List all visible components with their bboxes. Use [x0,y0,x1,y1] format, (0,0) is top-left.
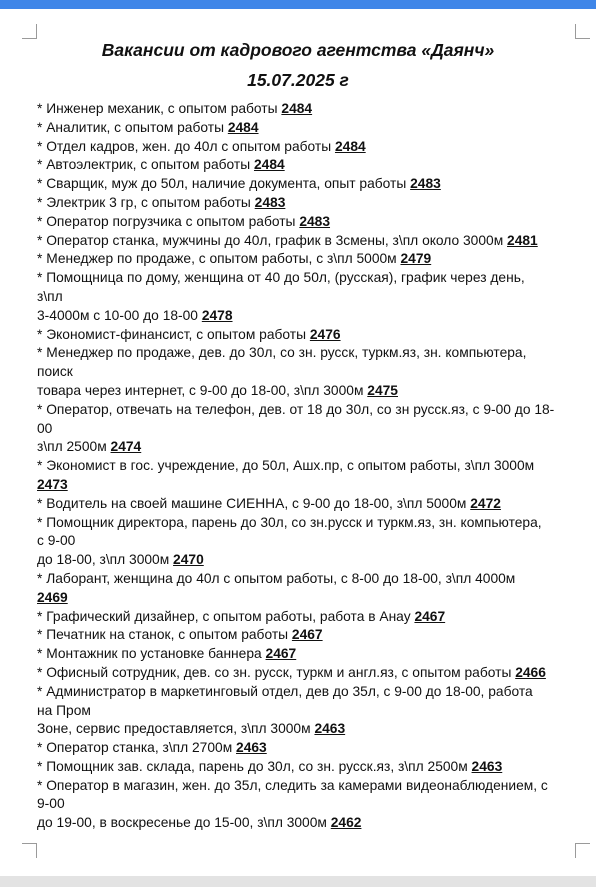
vacancy-item [37,100,582,119]
vacancy-item [37,194,582,213]
page-corner-mark-bottom-right [575,843,590,858]
vacancy-item [37,758,582,777]
vacancy-number: 2467 [291,627,323,643]
vacancy-text: * Менеджер по продаже, дев. до 30л, со зн. русск, туркм.яз, зн. компьютера, поиск товара через интернет, с 9-00 до 18-00, з\пл 3000м [37,345,527,398]
vacancy-text: * Оператор станка, з\пл 2700м [37,740,237,756]
vacancy-text: * Лаборант, женщина до 40л с опытом работы, с 8-00 до 18-00, з\пл 4000м [37,570,516,586]
vacancy-text: * Аналитик, с опытом работы [37,119,228,135]
vacancy-list [37,100,582,833]
vacancy-item [37,250,582,269]
vacancy-item [37,344,582,400]
vacancy-text: * Водитель на своей машине СИЕННА, с 9-00 до 18-00, з\пл 5000м [37,495,471,511]
vacancy-number: 2469 [37,589,68,605]
vacancy-text: * Сварщик, муж до 50л, наличие документа, опыт работы [37,176,411,192]
vacancy-number: 2463 [314,721,346,737]
vacancy-number: 2463 [236,740,267,756]
vacancy-number: 2473 [37,476,68,492]
page-corner-mark-top-right [575,24,590,39]
vacancy-text: * Оператор станка, мужчины до 40л, график в 3смены, з\пл около 3000м [37,232,508,248]
vacancy-number: 2484 [227,119,259,135]
vacancy-item [37,457,582,495]
vacancy-number: 2481 [507,232,538,248]
vacancy-text: * Оператор погрузчика с опытом работы [37,213,300,229]
vacancy-item [37,664,582,683]
vacancy-text: * Автоэлектрик, с опытом работы [37,157,254,173]
vacancy-number: 2484 [253,157,285,173]
vacancy-item [37,683,582,739]
vacancy-text: * Отдел кадров, жен. до 40л с опытом работы [37,138,335,154]
vacancy-text: * Инженер механик, с опытом работы [37,101,282,116]
vacancy-text: * Помощница по дому, женщина от 40 до 50л, (русская), график через день, з\пл 3-4000м с 10-00 до 18-00 [37,270,525,323]
vacancy-number: 2478 [201,307,233,323]
top-bar [0,0,596,9]
vacancy-item [37,608,582,627]
vacancy-item [37,495,582,514]
page-corner-mark-top-left [22,24,37,39]
vacancy-number: 2484 [281,101,313,116]
vacancy-text: * Графический дизайнер, с опытом работы, работа в Анау [37,608,415,624]
vacancy-text: * Администратор в маркетинговый отдел, дев до 35л, с 9-00 до 18-00, работа на Пром Зоне, сервис предоставляется, з\пл 3000м [37,683,533,737]
vacancy-item [37,156,582,175]
vacancy-item [37,626,582,645]
page-corner-mark-bottom-left [22,843,37,858]
vacancy-number: 2479 [400,251,432,267]
vacancy-text: * Помощник зав. склада, парень до 30л, со зн. русск.яз, з\пл 2500м [37,758,472,774]
vacancy-text: * Оператор, отвечать на телефон, дев. от 18 до 30л, со зн русск.яз, с 9-00 до 18- 00 з\пл 2500м [37,401,555,455]
vacancy-item [37,645,582,664]
vacancy-text: * Оператор в магазин, жен. до 35л, следить за камерами видеонаблюдением, с 9-00 до 19-00, в воскресенье до 15-00, з\пл 3000м [37,777,548,831]
vacancy-number: 2483 [410,176,441,192]
vacancy-number: 2476 [309,326,341,342]
vacancy-number: 2462 [330,815,362,831]
vacancy-number: 2467 [414,608,446,624]
bottom-bar [0,876,596,887]
vacancy-item [37,175,582,194]
vacancy-text: * Печатник на станок, с опытом работы [37,627,292,643]
document-date: 15.07.2025 г [247,70,349,90]
vacancy-number: 2475 [367,382,398,398]
vacancy-text: * Экономист-финансист, с опытом работы [37,326,310,342]
vacancy-text: * Менеджер по продаже, с опытом работы, с з\пл 5000м [37,251,401,267]
vacancy-item [37,138,582,157]
vacancy-text: * Офисный сотрудник, дев. со зн. русск, туркм и англ.яз, с опытом работы [37,664,516,680]
vacancy-number: 2470 [173,552,204,568]
vacancy-number: 2463 [471,758,503,774]
vacancy-number: 2467 [265,646,297,662]
vacancy-number: 2472 [470,495,501,511]
vacancy-item [37,326,582,345]
vacancy-text: * Монтажник по установке баннера [37,646,266,662]
vacancy-number: 2484 [334,138,366,154]
vacancy-item [37,739,582,758]
vacancy-text: * Электрик 3 гр, с опытом работы [37,194,255,210]
vacancy-number: 2483 [299,213,331,229]
vacancy-item [37,269,582,325]
vacancy-number: 2466 [515,664,546,680]
vacancy-item [37,401,582,457]
document-title: Вакансии от кадрового агентства «Даянч» [101,40,495,60]
vacancy-item [37,777,582,833]
vacancy-number: 2474 [110,439,142,455]
vacancy-item [37,213,582,232]
vacancy-item [37,514,582,570]
vacancy-text: * Помощник директора, парень до 30л, со зн.русск и туркм.яз, зн. компьютера, с 9-00 до 18-00, з\пл 3000м [37,514,542,568]
vacancy-item [37,232,582,251]
vacancy-number: 2483 [254,194,286,210]
vacancy-item [37,570,582,608]
vacancy-text: * Экономист в гос. учреждение, до 50л, Ашх.пр, с опытом работы, з\пл 3000м [37,458,535,474]
vacancy-item [37,119,582,138]
